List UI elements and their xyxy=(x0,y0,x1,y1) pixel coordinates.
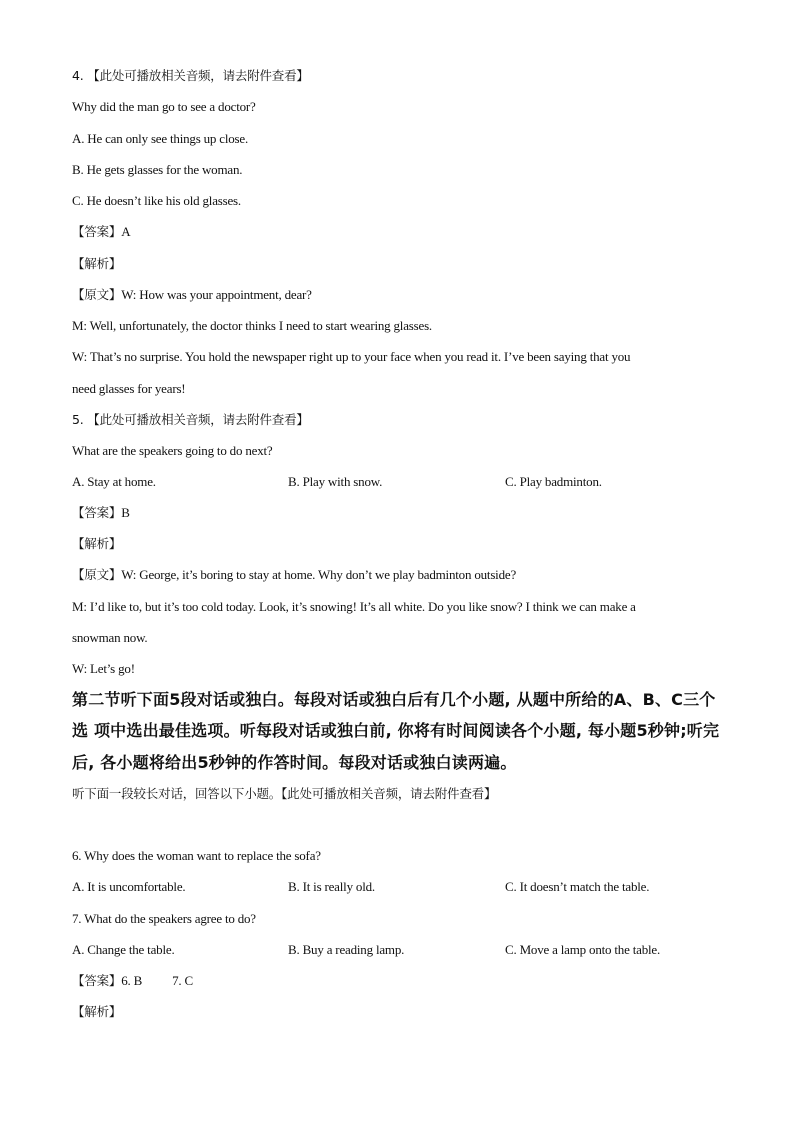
q5-analysis-tag: 【解析】 xyxy=(72,536,122,551)
q5-question: What are the speakers going to do next? xyxy=(72,443,273,458)
q6-question: 6. Why does the woman want to replace the sofa? xyxy=(72,848,321,863)
answer-7: 7. C xyxy=(172,973,193,988)
transcript-tag: 【原文】 xyxy=(72,287,122,302)
transcript-tag: 【原文】 xyxy=(72,567,122,582)
q6-option-a: A. It is uncomfortable. xyxy=(72,879,186,894)
q6-option-c: C. It doesn’t match the table. xyxy=(505,879,650,894)
q4-transcript-line-2: M: Well, unfortunately, the doctor thinks I need to start wearing glasses. xyxy=(72,318,432,333)
q5-transcript-line-2: M: I’d like to, but it’s too cold today. Look, it’s snowing! It’s all white. Do you like snow? I think we can make a xyxy=(72,599,636,614)
q4-transcript-line-1 xyxy=(72,286,312,304)
q4-option-c: C. He doesn’t like his old glasses. xyxy=(72,193,241,208)
q7-option-a: A. Change the table. xyxy=(72,942,175,957)
q4-transcript-line-3: W: That’s no surprise. You hold the newspaper right up to your face when you read it. I’ve been saying that you xyxy=(72,349,631,364)
answer-tag: 【答案】 xyxy=(72,973,122,988)
q67-analysis-tag: 【解析】 xyxy=(72,1004,122,1019)
q7-question: 7. What do the speakers agree to do? xyxy=(72,911,256,926)
q6-option-b: B. It is really old. xyxy=(288,879,375,894)
q4-option-a: A. He can only see things up close. xyxy=(72,131,249,146)
q4-answer xyxy=(72,223,130,241)
section2-line-3: 后, 各小题将给出5秒钟的作答时间。每段对话或独白读两遍。 xyxy=(72,753,517,772)
transcript-text: W: George, it’s boring to stay at home. Why don’t we play badminton outside? xyxy=(121,567,517,582)
q5-option-c: C. Play badminton. xyxy=(505,474,602,489)
section2-line-2: 选 项中选出最佳选项。听每段对话或独白前, 你将有时间阅读各个小题, 每小题5秒钟;听完 xyxy=(72,721,720,740)
answer-6: 6. B xyxy=(121,973,143,988)
answer-tag: 【答案】 xyxy=(72,505,122,520)
q5-option-b: B. Play with snow. xyxy=(288,474,383,489)
q4-header: 4. 【此处可播放相关音频，请去附件查看】 xyxy=(72,68,309,83)
answer-value: A xyxy=(121,224,131,239)
transcript-text: W: How was your appointment, dear? xyxy=(121,287,312,302)
q7-option-c: C. Move a lamp onto the table. xyxy=(505,942,661,957)
q4-question: Why did the man go to see a doctor? xyxy=(72,99,256,114)
section2-instruction: 听下面一段较长对话，回答以下小题。【此处可播放相关音频，请去附件查看】 xyxy=(72,786,497,801)
q5-header: 5. 【此处可播放相关音频，请去附件查看】 xyxy=(72,412,309,427)
q4-option-b: B. He gets glasses for the woman. xyxy=(72,162,243,177)
q5-option-a: A. Stay at home. xyxy=(72,474,156,489)
section2-line-1: 第二节听下面5段对话或独白。每段对话或独白后有几个小题, 从题中所给的A、B、C三个 xyxy=(72,690,716,709)
q5-transcript-line-3: snowman now. xyxy=(72,630,148,645)
q67-answer xyxy=(72,972,193,990)
answer-value: B xyxy=(121,505,130,520)
q4-transcript-line-4: need glasses for years! xyxy=(72,381,186,396)
q4-analysis-tag: 【解析】 xyxy=(72,256,122,271)
answer-tag: 【答案】 xyxy=(72,224,122,239)
q5-transcript-line-4: W: Let’s go! xyxy=(72,661,135,676)
q7-option-b: B. Buy a reading lamp. xyxy=(288,942,405,957)
q5-transcript-line-1 xyxy=(72,566,516,584)
q5-answer xyxy=(72,504,130,522)
